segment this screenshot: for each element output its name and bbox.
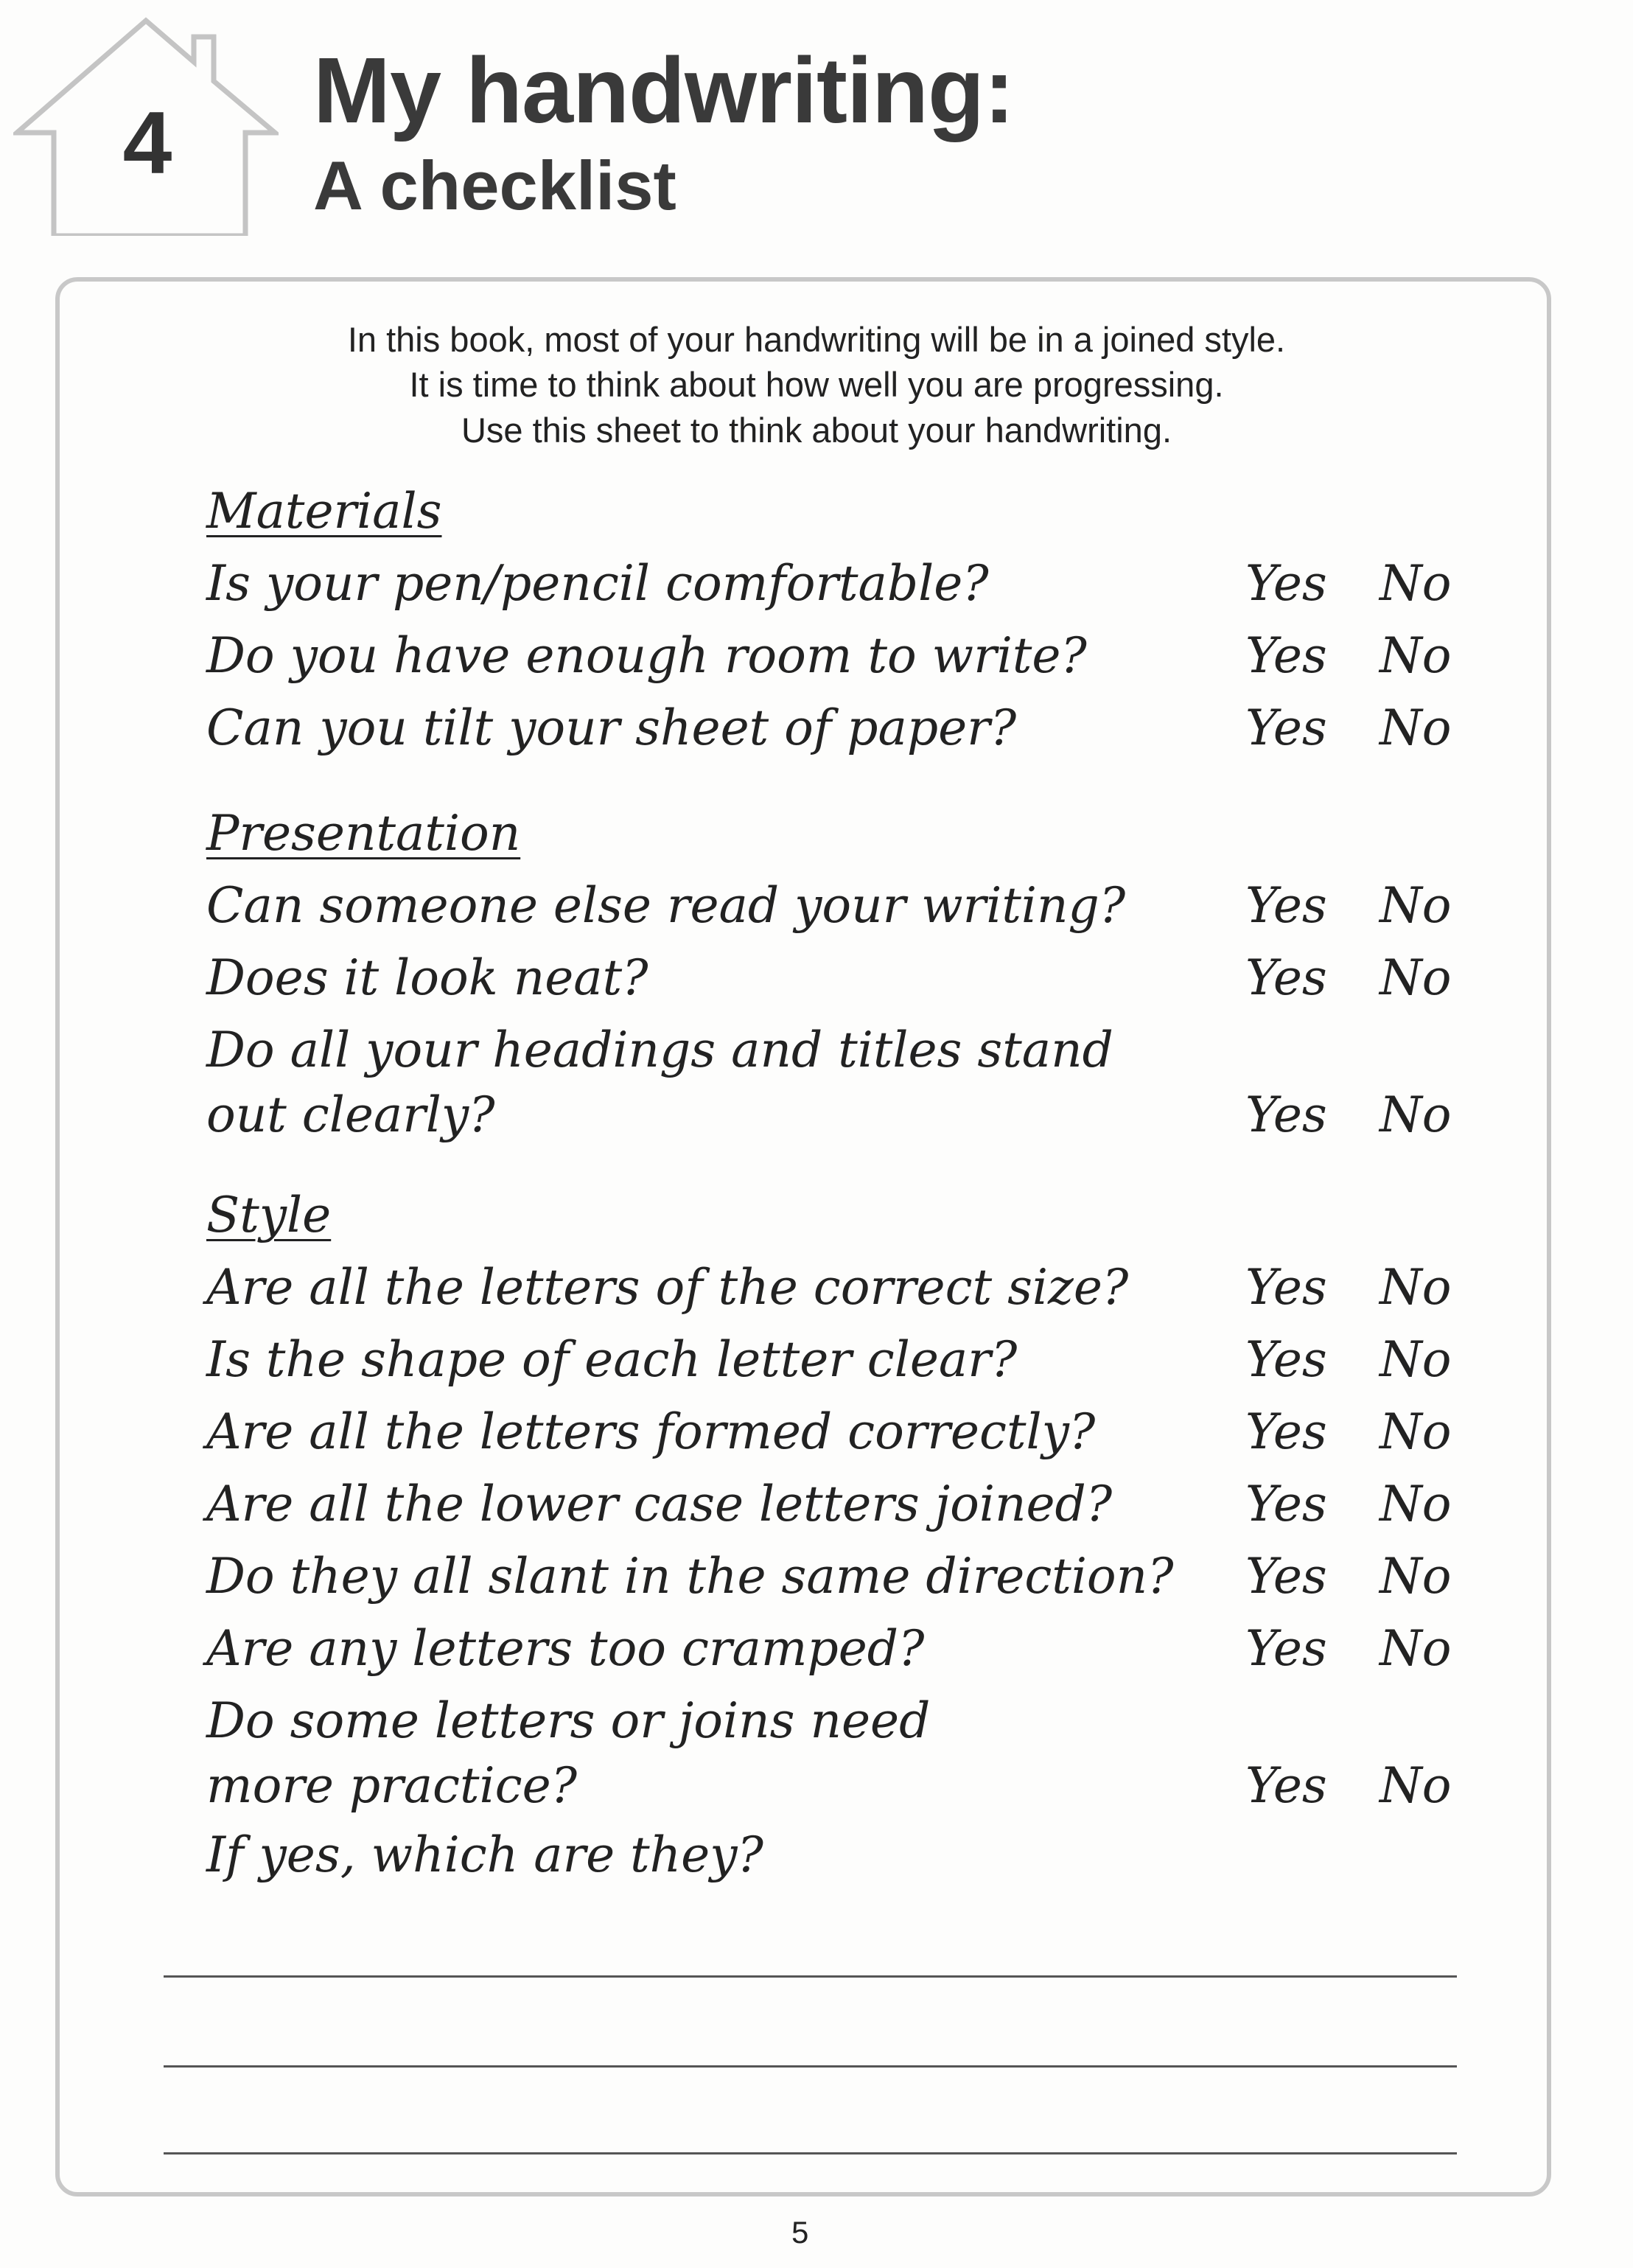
section-heading: Materials [206,483,442,540]
chapter-number: 4 [122,94,172,192]
no-option[interactable]: No [1380,1086,1452,1143]
yes-option[interactable]: Yes [1245,1259,1327,1316]
no-option[interactable]: No [1380,1259,1452,1316]
page-subtitle: A checklist [313,147,676,224]
section-heading: Presentation [206,805,521,862]
yes-option[interactable]: Yes [1245,1620,1327,1677]
intro-line: Use this sheet to think about your handwriting. [461,411,1172,450]
no-option[interactable]: No [1380,877,1452,934]
question-text: Can you tilt your sheet of paper? [206,699,1017,756]
yes-option[interactable]: Yes [1245,1331,1327,1388]
no-option[interactable]: No [1380,1331,1452,1388]
yes-option[interactable]: Yes [1245,1403,1327,1460]
no-option[interactable]: No [1380,1476,1452,1532]
intro-line: It is time to think about how well you are progressing. [409,365,1224,404]
no-option[interactable]: No [1380,1620,1452,1677]
answer-line[interactable] [164,2065,1457,2068]
yes-option[interactable]: Yes [1245,949,1327,1006]
question-text: out clearly? [206,1086,495,1143]
no-option[interactable]: No [1380,627,1452,684]
page-number: 5 [791,2215,809,2250]
no-option[interactable]: No [1380,1757,1452,1814]
question-text: Is the shape of each letter clear? [206,1331,1018,1388]
yes-option[interactable]: Yes [1245,1548,1327,1605]
question-text: Does it look neat? [206,949,648,1006]
question-text: more practice? [206,1757,578,1814]
no-option[interactable]: No [1380,1403,1452,1460]
question-text: Can someone else read your writing? [206,877,1126,934]
section-heading: Style [206,1187,332,1243]
question-text: Are all the letters of the correct size? [206,1259,1129,1316]
page-title: My handwriting: [313,38,1014,142]
question-text: Do they all slant in the same direction? [206,1548,1174,1605]
no-option[interactable]: No [1380,699,1452,756]
question-text: Do you have enough room to write? [206,627,1087,684]
question-text: Are all the letters formed correctly? [206,1403,1096,1460]
yes-option[interactable]: Yes [1245,1757,1327,1814]
answer-line[interactable] [164,2152,1457,2154]
no-option[interactable]: No [1380,1548,1452,1605]
followup-question: If yes, which are they? [206,1826,763,1883]
yes-option[interactable]: Yes [1245,1476,1327,1532]
yes-option[interactable]: Yes [1245,627,1327,684]
yes-option[interactable]: Yes [1245,555,1327,612]
question-text: Are any letters too cramped? [206,1620,925,1677]
question-text: Is your pen/pencil comfortable? [206,555,989,612]
answer-line[interactable] [164,1975,1457,1978]
yes-option[interactable]: Yes [1245,877,1327,934]
question-text: Do some letters or joins need [206,1692,931,1749]
intro-line: In this book, most of your handwriting will be in a joined style. [347,320,1286,359]
yes-option[interactable]: Yes [1245,1086,1327,1143]
no-option[interactable]: No [1380,555,1452,612]
question-text: Do all your headings and titles stand [206,1022,1113,1078]
question-text: Are all the lower case letters joined? [206,1476,1113,1532]
no-option[interactable]: No [1380,949,1452,1006]
yes-option[interactable]: Yes [1245,699,1327,756]
